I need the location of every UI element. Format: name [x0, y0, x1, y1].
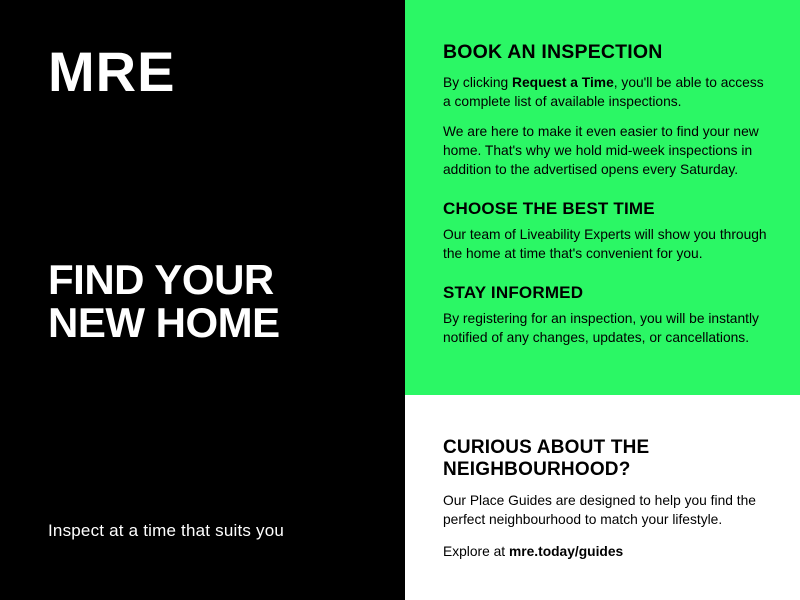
section-title-curious-about-the-neighbourhood	[443, 437, 772, 480]
section-title-stay-informed: STAY INFORMED	[443, 283, 584, 303]
book-inspection-paragraph-1	[443, 73, 772, 111]
section-title-book-an-inspection: BOOK AN INSPECTION	[443, 41, 663, 63]
book-inspection-p1-post: , you'll be able to access a complete list of available inspections.	[443, 74, 764, 109]
headline-line-2: NEW HOME	[48, 299, 280, 347]
book-inspection-paragraph-2: We are here to make it even easier to find your new home. That's why we hold mid-week inspections in addition to the advertised opens every Saturday.	[443, 123, 759, 177]
explore-line	[443, 542, 772, 561]
choose-best-time-paragraph: Our team of Liveability Experts will show you through the home at time that's convenient for you.	[443, 227, 767, 262]
explore-prefix: Explore at	[443, 544, 509, 560]
section-title-choose-the-best-time: CHOOSE THE BEST TIME	[443, 198, 655, 218]
curious-title-line-2: NEIGHBOURHOOD?	[443, 458, 631, 480]
right-column	[405, 0, 800, 600]
place-guides-paragraph: Our Place Guides are designed to help you find the perfect neighbourhood to match your lifestyle.	[443, 493, 756, 528]
tagline: Inspect at a time that suits you	[48, 521, 285, 540]
headline-line-1: FIND YOUR	[48, 256, 274, 303]
inspection-info-panel	[405, 0, 800, 395]
guides-url[interactable]: mre.today/guides	[508, 544, 624, 560]
book-inspection-p1-pre: By clicking	[443, 74, 513, 90]
request-a-time-emphasis: Request a Time	[512, 74, 614, 90]
brand-logo: MRE	[48, 40, 176, 103]
neighbourhood-panel	[405, 395, 800, 600]
page-title	[48, 258, 280, 345]
curious-title-line-1: CURIOUS ABOUT THE	[443, 437, 650, 458]
stay-informed-paragraph: By registering for an inspection, you will be instantly notified of any changes, updates, or cancellations.	[443, 311, 759, 346]
